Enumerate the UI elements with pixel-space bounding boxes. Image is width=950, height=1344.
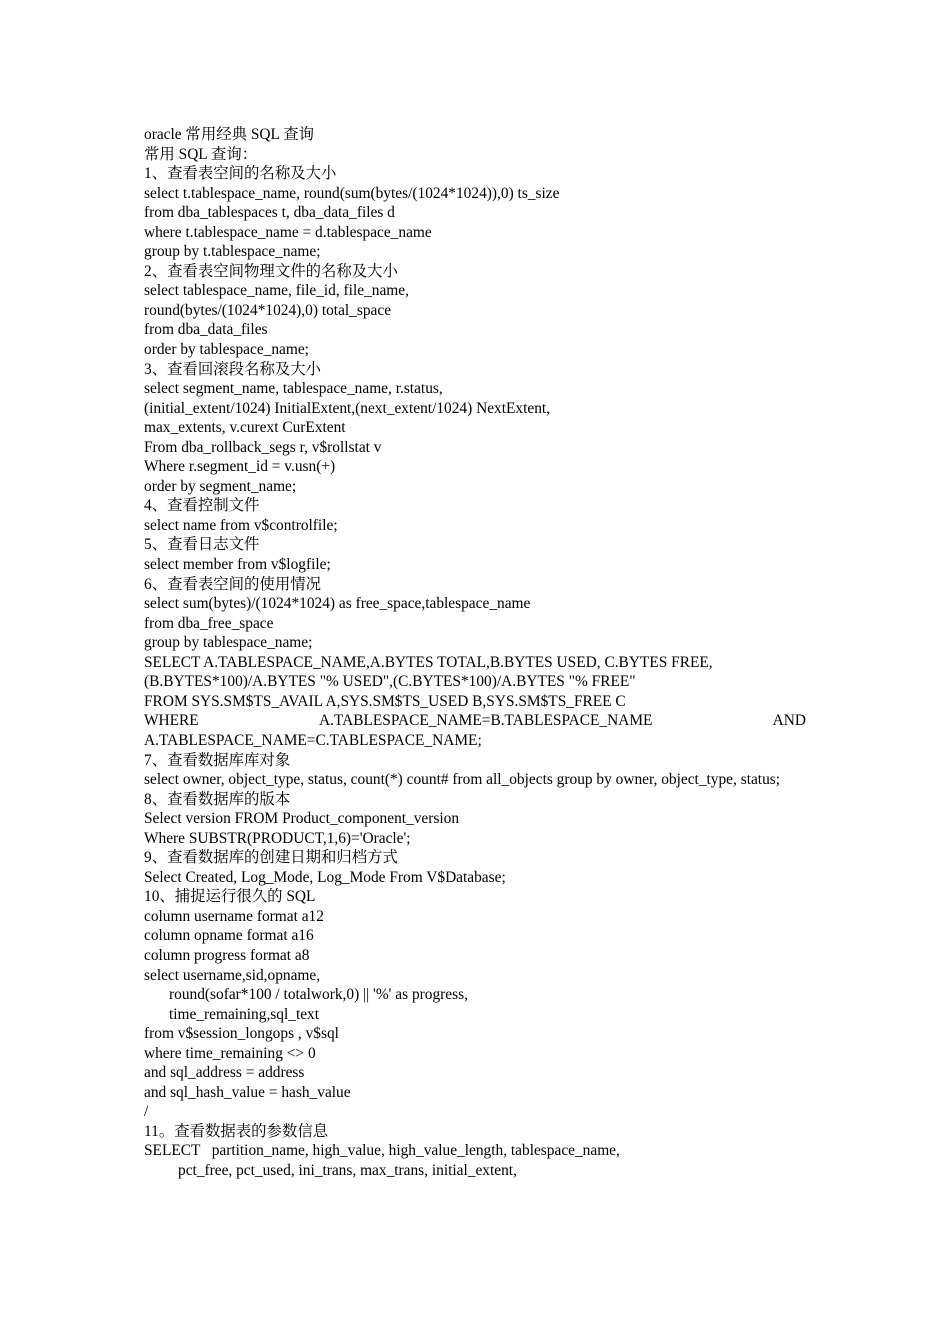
code-line: column progress format a8 xyxy=(144,946,310,964)
code-line: order by segment_name; xyxy=(144,477,297,495)
code-line: (B.BYTES*100)/A.BYTES "% USED",(C.BYTES*100)/A.BYTES "% FREE" xyxy=(144,673,636,691)
code-line: where time_remaining <> 0 xyxy=(144,1044,316,1062)
document-body xyxy=(144,125,806,1181)
and-keyword: AND xyxy=(772,712,806,730)
code-line: Select Created, Log_Mode, Log_Mode From V$Database; xyxy=(144,868,506,886)
section-3-heading: 3、查看回滚段名称及大小 xyxy=(144,360,321,378)
code-line: where t.tablespace_name = d.tablespace_name xyxy=(144,223,432,241)
code-line: select sum(bytes)/(1024*1024) as free_space,tablespace_name xyxy=(144,595,531,613)
code-line-indented: round(sofar*100 / totalwork,0) || '%' as progress, xyxy=(169,986,468,1004)
code-line: round(bytes/(1024*1024),0) total_space xyxy=(144,301,392,319)
code-line: SELECT partition_name, high_value, high_value_length, tablespace_name, xyxy=(144,1142,620,1160)
section-6-heading: 6、查看表空间的使用情况 xyxy=(144,575,321,593)
code-line: / xyxy=(144,1103,149,1121)
code-line: From dba_rollback_segs r, v$rollstat v xyxy=(144,438,382,456)
code-line: from v$session_longops , v$sql xyxy=(144,1025,339,1043)
code-line: select segment_name, tablespace_name, r.status, xyxy=(144,380,443,398)
code-line: select name from v$controlfile; xyxy=(144,516,338,534)
code-line: Where r.segment_id = v.usn(+) xyxy=(144,458,336,476)
code-line: from dba_free_space xyxy=(144,614,274,632)
code-line: and sql_hash_value = hash_value xyxy=(144,1083,351,1101)
code-line: A.TABLESPACE_NAME=C.TABLESPACE_NAME; xyxy=(144,731,482,749)
code-line: order by tablespace_name; xyxy=(144,341,309,359)
section-4-heading: 4、查看控制文件 xyxy=(144,497,260,515)
code-line: and sql_address = address xyxy=(144,1064,305,1082)
code-line: Where SUBSTR(PRODUCT,1,6)='Oracle'; xyxy=(144,829,411,847)
code-line: group by tablespace_name; xyxy=(144,634,313,652)
section-8-heading: 8、查看数据库的版本 xyxy=(144,790,291,808)
code-line: select username,sid,opname, xyxy=(144,966,321,984)
code-line: select t.tablespace_name, round(sum(bytes/(1024*1024)),0) ts_size xyxy=(144,184,560,202)
code-line: column opname format a16 xyxy=(144,927,314,945)
code-line: SELECT A.TABLESPACE_NAME,A.BYTES TOTAL,B.BYTES USED, C.BYTES FREE, xyxy=(144,653,713,671)
where-keyword: WHERE xyxy=(144,712,199,730)
section-7-heading: 7、查看数据库库对象 xyxy=(144,751,291,769)
code-paragraph: select owner, object_type, status, count(*) count# from all_objects group by owner, object_type, status; xyxy=(144,771,781,789)
where-condition: A.TABLESPACE_NAME=B.TABLESPACE_NAME xyxy=(318,712,653,730)
code-line-indented: pct_free, pct_used, ini_trans, max_trans, initial_extent, xyxy=(178,1161,517,1179)
document-subtitle: 常用 SQL 查询： xyxy=(144,145,258,163)
code-line: (initial_extent/1024) InitialExtent,(next_extent/1024) NextExtent, xyxy=(144,399,551,417)
code-line: group by t.tablespace_name; xyxy=(144,243,321,261)
code-line: select tablespace_name, file_id, file_name, xyxy=(144,282,409,300)
code-line: FROM SYS.SM$TS_AVAIL A,SYS.SM$TS_USED B,SYS.SM$TS_FREE C xyxy=(144,692,626,710)
section-11-heading: 11。查看数据表的参数信息 xyxy=(144,1122,329,1140)
code-line: from dba_tablespaces t, dba_data_files d xyxy=(144,204,395,222)
code-line-justified xyxy=(144,711,806,731)
code-line: select member from v$logfile; xyxy=(144,556,331,574)
section-5-heading: 5、查看日志文件 xyxy=(144,536,260,554)
code-line: max_extents, v.curext CurExtent xyxy=(144,419,346,437)
code-line: column username format a12 xyxy=(144,907,324,925)
section-9-heading: 9、查看数据库的创建日期和归档方式 xyxy=(144,849,398,867)
code-line-indented: time_remaining,sql_text xyxy=(169,1005,320,1023)
section-1-heading: 1、查看表空间的名称及大小 xyxy=(144,165,337,183)
section-2-heading: 2、查看表空间物理文件的名称及大小 xyxy=(144,262,398,280)
document-title: oracle 常用经典 SQL 查询 xyxy=(144,126,314,143)
code-line: Select version FROM Product_component_version xyxy=(144,810,460,828)
code-line: from dba_data_files xyxy=(144,321,268,339)
section-10-heading: 10、捕捉运行很久的 SQL xyxy=(144,888,316,906)
